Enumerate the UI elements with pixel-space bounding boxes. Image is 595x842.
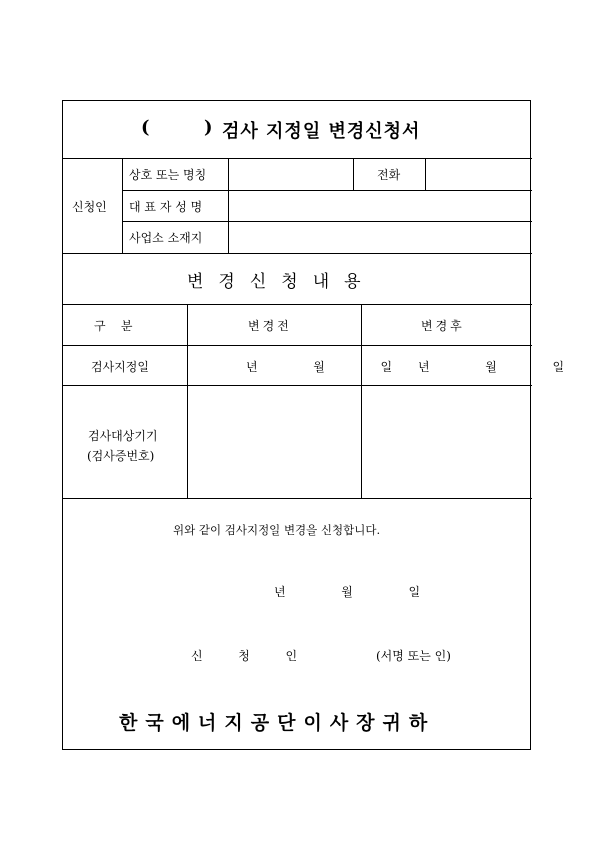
- form-title-paren-close: ): [204, 117, 214, 138]
- inspection-date-label: 검사지정일: [91, 360, 149, 374]
- after-column-header: 변경후: [421, 319, 465, 333]
- inspection-device-label: 검사대상기기: [88, 429, 158, 443]
- inspection-certificate-label: (검사증번호): [87, 449, 155, 463]
- inspection-device-after-field[interactable]: [367, 391, 525, 491]
- form-title: 검사 지정일 변경신청서: [222, 121, 421, 142]
- company-name-label: 상호 또는 명칭: [129, 168, 207, 182]
- signature-or-seal-note[interactable]: (서명 또는 인): [376, 649, 451, 663]
- rule-applicant-1: [122, 190, 532, 191]
- form-title-paren-open: (: [141, 117, 151, 138]
- before-column-header: 변경전: [248, 319, 292, 333]
- divider-category-column: [187, 304, 188, 498]
- application-date-line[interactable]: 년 월 일: [274, 585, 421, 599]
- rule-below-colheads: [63, 345, 532, 346]
- applicant-signature-label: 신 청 인: [191, 649, 298, 663]
- rule-applicant-2: [122, 221, 532, 222]
- application-form: [62, 100, 565, 750]
- change-details-heading: 변경신청내용: [187, 272, 376, 292]
- divider-phone-label-left: [353, 158, 354, 190]
- phone-field[interactable]: [431, 166, 526, 186]
- rule-below-title: [63, 158, 532, 159]
- rule-below-date-row: [63, 385, 532, 386]
- addressee-line: 한국에너지공단이사장귀하: [119, 712, 436, 734]
- rule-below-heading: [63, 304, 532, 305]
- inspection-device-before-field[interactable]: [193, 391, 355, 491]
- representative-name-field[interactable]: [235, 198, 525, 218]
- inspection-date-after[interactable]: 년 월 일: [418, 360, 565, 374]
- divider-applicant-label: [122, 158, 123, 253]
- representative-label: 대 표 자 성 명: [129, 200, 203, 214]
- business-address-label: 사업소 소재지: [129, 231, 203, 245]
- inspection-date-before[interactable]: 년 월 일: [246, 360, 393, 374]
- category-column-header: 구 분: [94, 319, 133, 333]
- divider-phone-label-right: [425, 158, 426, 190]
- rule-below-device-row: [63, 498, 532, 499]
- company-name-field[interactable]: [235, 166, 347, 186]
- business-address-field[interactable]: [235, 229, 525, 249]
- applicant-section-label: 신청인: [72, 200, 107, 214]
- divider-applicant-fields: [228, 158, 229, 253]
- phone-label: 전화: [377, 168, 401, 182]
- rule-below-applicant: [63, 253, 532, 254]
- declaration-statement: 위와 같이 검사지정일 변경을 신청합니다.: [173, 523, 381, 537]
- divider-before-after: [361, 304, 362, 498]
